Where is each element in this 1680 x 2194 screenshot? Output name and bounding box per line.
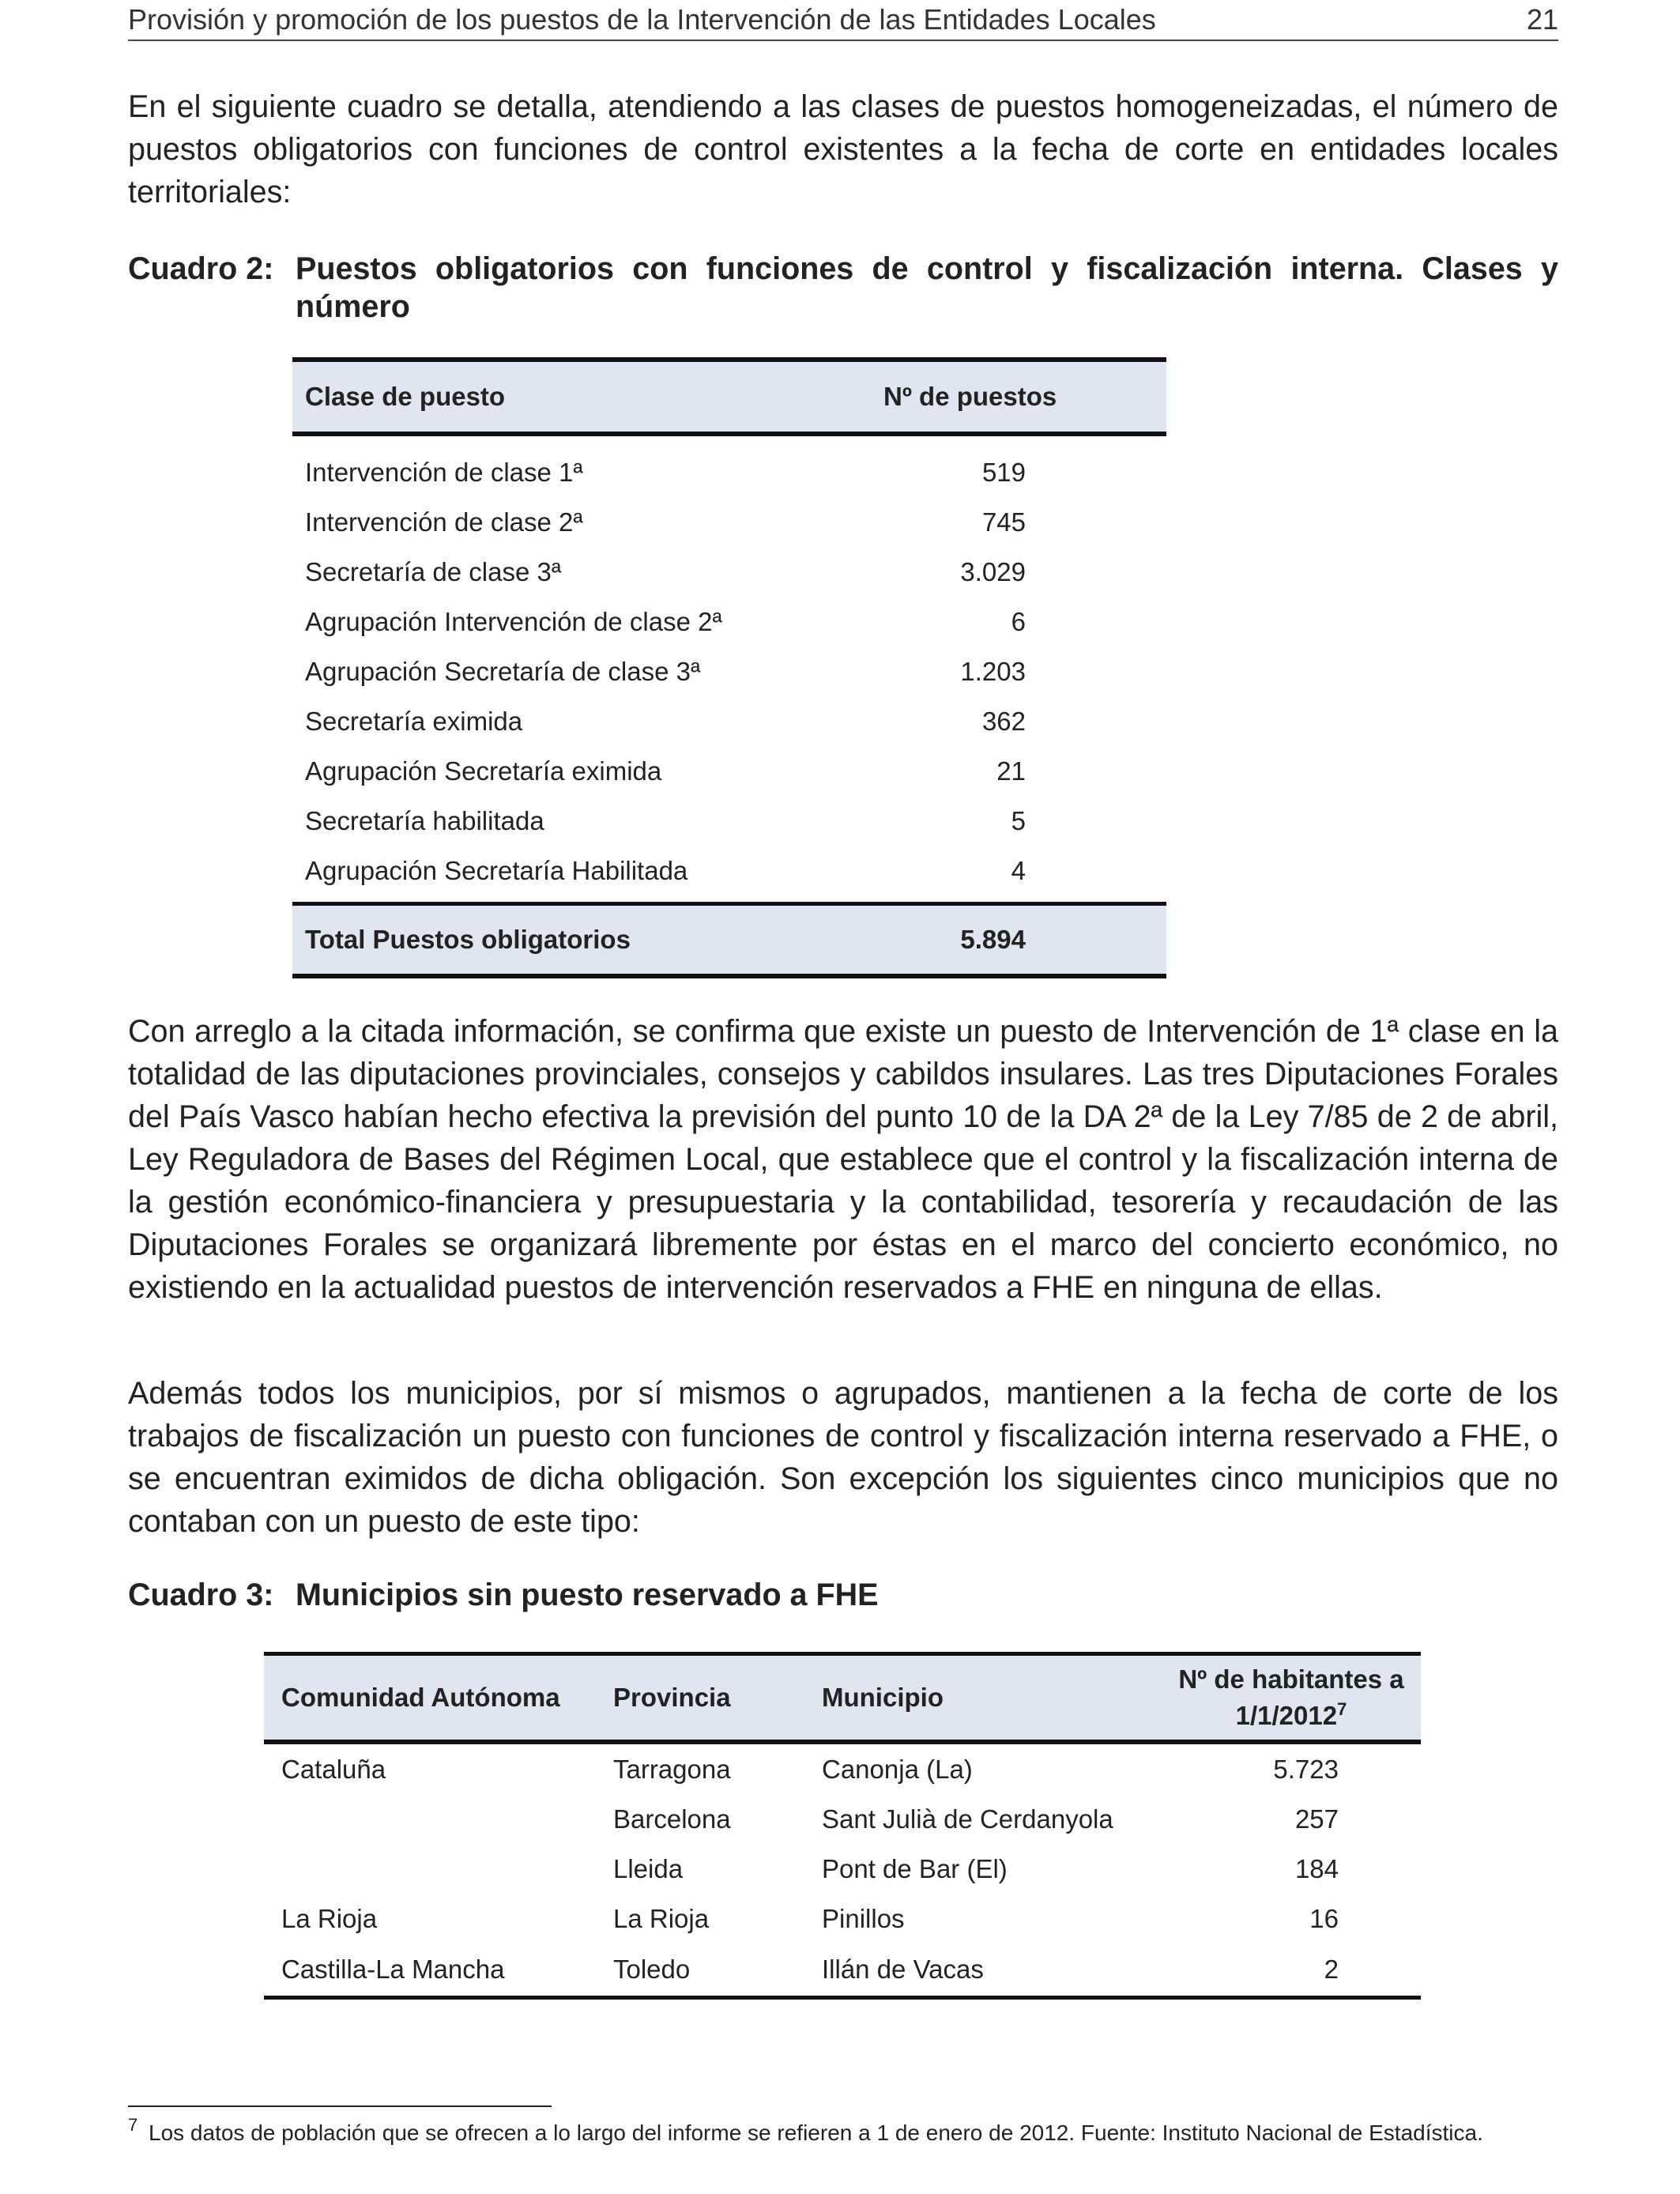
table2-cell-num: 3.029 [960,556,1026,586]
table-row [292,434,1166,497]
table2-cell-clase: Intervención de clase 1ª [305,457,583,487]
table2-cell-clase: Agrupación Secretaría Habilitada [305,855,688,885]
table2-caption-text: Puestos obligatorios con funciones de control y fiscalización interna. Clases y número [296,251,1558,324]
table2-cell-clase: Secretaría de clase 3ª [305,556,562,586]
table3-cell-comunidad: Castilla-La Mancha [264,1943,613,1998]
table3-cell-provincia: La Rioja [613,1903,710,1933]
table3-header-row [264,1654,1421,1743]
table2-cell-num: 1.203 [960,656,1026,686]
table2-caption-number: Cuadro 2: [128,251,274,286]
table2-cell-clase: Intervención de clase 2ª [305,507,583,537]
table2-cell-num: 4 [1011,855,1026,885]
table3-header-habitantes-line2: 1/1/2012 [1235,1701,1338,1730]
table3-cell-habitantes: 2 [1162,1943,1421,1998]
table2-cell-clase: Agrupación Secretaría de clase 3ª [305,656,701,686]
table3-cell-provincia: Barcelona [613,1804,731,1834]
table3-header-habitantes [1162,1654,1421,1743]
table2-cell-clase: Agrupación Intervención de clase 2ª [305,606,722,636]
table3-header-provincia: Provincia [613,1654,822,1743]
table3-cell-habitantes: 5.723 [1273,1754,1339,1784]
table2-header-numero: Nº de puestos [858,360,1166,434]
table-row [292,746,1166,796]
paragraph-municipios: Además todos los municipios, por sí mismos o agrupados, mantienen a la fecha de corte de los trabajos de fiscalización un puesto con funciones de control y fiscalización interna reservado a FHE, o se encuentran eximidos de dicha obligación. Son excepción los siguientes cinco municipios que no contaban con un puesto de este tipo: [128,1376,1558,1539]
table2-cell-num: 519 [981,457,1026,487]
footnote-reference: 7 [1337,1699,1347,1719]
table3-cell-provincia: Lleida [613,1853,684,1883]
table2-total-value: 5.894 [858,904,1166,977]
table-row [264,1794,1421,1844]
table3-cell-municipio: Canonja (La) [822,1754,973,1784]
table2-cell-num: 745 [981,507,1026,537]
table3-cell-comunidad: La Rioja [281,1903,378,1933]
table3-cell-comunidad [264,1794,613,1844]
table3-cell-habitantes: 16 [1309,1903,1339,1933]
table3-cell-habitantes: 184 [1294,1853,1339,1883]
intro-paragraph: En el siguiente cuadro se detalla, atendiendo a las clases de puestos homogeneizadas, el número de puestos obligatorios con funciones de control existentes a la fecha de corte en entidades locales territoriales: [128,89,1558,209]
table2-header-clase: Clase de puesto [292,360,858,434]
footnote-number: 7 [128,2115,138,2135]
paragraph-diputaciones: Con arreglo a la citada información, se confirma que existe un puesto de Intervención de 1ª clase en la totalidad de las diputaciones provinciales, consejos y cabildos insulares. Las tres Diputaciones Forales del País Vasco habían hecho efectiva la previsión del punto 10 de la DA 2ª de la Ley 7/85 de 2 de abril, Ley Reguladora de Bases del Régimen Local, que establece que el control y la fiscalización interna de la gestión económico-financiera y presupuestaria y la contabilidad, tesorería y recaudación de las Diputaciones Forales se organizará libremente por éstas en el marco del concierto económico, no existiendo en la actualidad puestos de intervención reservados a FHE en ninguna de ellas. [128,1014,1558,1305]
table2-cell-num: 362 [981,706,1026,736]
table3-caption-number: Cuadro 3: [128,1578,274,1612]
table2-total-label: Total Puestos obligatorios [292,904,858,977]
table3-cell-provincia: Toledo [613,1943,822,1998]
table-row [292,497,1166,547]
table2-cell-num: 6 [1011,606,1026,636]
table3-cell-comunidad [264,1844,613,1894]
page-number: 21 [1526,3,1558,36]
table2-cell-clase: Secretaría habilitada [305,805,544,835]
table2-total-row [292,904,1166,977]
footnote [128,2115,1558,2147]
table-row [264,1943,1421,1998]
table-row [292,846,1166,904]
header-title: Provisión y promoción de los puestos de la Intervención de las Entidades Locales [128,3,1156,36]
table3-cell-provincia: Tarragona [613,1754,731,1784]
table-row [292,647,1166,696]
table2-header-row [292,360,1166,434]
table2-cell-clase: Agrupación Secretaría eximida [305,756,662,786]
table3-cell-municipio: Pinillos [822,1903,905,1933]
table-row [292,597,1166,647]
table-row [264,1894,1421,1943]
footnote-separator [128,2105,552,2107]
table-row [264,1742,1421,1794]
table3-cell-municipio: Illán de Vacas [822,1943,1162,1998]
table3-cell-municipio: Sant Julià de Cerdanyola [822,1804,1113,1834]
table3-cell-municipio: Pont de Bar (El) [822,1853,1008,1883]
table3-caption [128,1576,1558,1614]
table2-cell-clase: Secretaría eximida [305,706,523,736]
table3-header-habitantes-line1: Nº de habitantes a [1178,1664,1404,1694]
table2-caption [128,250,1558,326]
running-header [128,0,1558,41]
table-row [292,547,1166,597]
table-row [292,796,1166,846]
table3-caption-text: Municipios sin puesto reservado a FHE [296,1578,879,1612]
table2-cell-num: 5 [1011,805,1026,835]
table-municipios-sin-puesto [264,1652,1421,2000]
table3-cell-comunidad: Cataluña [281,1754,386,1784]
table2-cell-num: 21 [996,756,1026,786]
table3-header-municipio: Municipio [822,1654,1162,1743]
table-row [264,1844,1421,1894]
table3-cell-habitantes: 257 [1294,1804,1339,1834]
table-puestos-obligatorios [292,357,1166,978]
table3-header-comunidad: Comunidad Autónoma [264,1654,613,1743]
footnote-text: Los datos de población que se ofrecen a lo largo del informe se refieren a 1 de enero de 2012. Fuente: Instituto Nacional de Estadística. [149,2120,1483,2145]
table-row [292,696,1166,746]
